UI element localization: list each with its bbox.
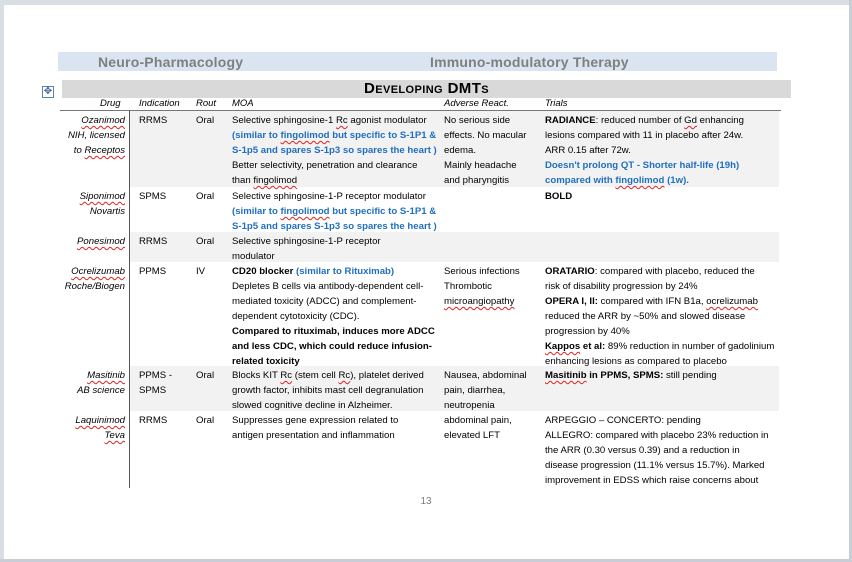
moa-line: antigen presentation and inflammation	[232, 430, 395, 441]
moa-line: S-1p5 and spares S-1p3 so spares the heart )	[232, 221, 437, 232]
table-move-handle-icon[interactable]: ✥	[43, 86, 53, 97]
adverse-line: Serious infections	[444, 266, 520, 277]
trials-line: disease progression (11.1% versus 15.7%). Marked	[545, 460, 765, 471]
drug-sponsor: NIH, licensed	[67, 130, 125, 141]
trials-line: ORATARIO: compared with placebo, reduced the	[545, 266, 755, 277]
trials-line: ALLEGRO: compared with placebo 23% reduction in	[545, 430, 769, 441]
moa-line: and less CDC, which could reduce infusion-	[232, 341, 432, 352]
moa-line: than fingolimod	[232, 175, 298, 186]
trials-line: Doesn't prolong QT - Shorter half-life (19h)	[545, 160, 740, 171]
col-header-trials: Trials	[545, 98, 568, 109]
indication: RRMS	[139, 415, 168, 426]
trials-line: the ARR (0.30 versus 0.39) and a reduction in	[545, 445, 740, 456]
col-header-route: Rout	[196, 98, 217, 109]
adverse-line: effects. No macular	[444, 130, 527, 141]
trials-line: enhancing lesions as compared to placebo	[545, 356, 727, 367]
moa-line: (similar to fingolimod but specific to S-1P1 &	[232, 206, 437, 217]
col-header-indication: Indication	[139, 98, 180, 109]
drug-sponsor: AB science	[77, 385, 125, 396]
trials-line: RADIANCE: reduced number of Gd enhancing	[545, 115, 744, 126]
drug-sponsor: Novartis	[89, 206, 125, 217]
page-number: 13	[420, 496, 432, 507]
col-header-moa: MOA	[232, 98, 254, 109]
drug-sponsor: Roche/Biogen	[64, 281, 125, 292]
header-left-title: Neuro-Pharmacology	[98, 54, 244, 70]
indication: PPMS -	[139, 370, 173, 381]
adverse-line: abdominal pain,	[444, 415, 512, 426]
moa-line: Compared to rituximab, induces more ADCC	[232, 326, 435, 337]
window-top-border	[0, 0, 852, 5]
trials-line: improvement in EDSS which raise concerns about	[545, 475, 759, 486]
drug-name: Masitinib	[87, 370, 125, 381]
moa-line: growth factor, inhibits mast cell degranulation	[232, 385, 424, 396]
drug-name: Laquinimod	[75, 415, 125, 426]
moa-line: Blocks KIT Rc (stem cell Rc), platelet derived	[232, 370, 424, 381]
trials-line: compared with fingolimod (1w).	[545, 175, 689, 186]
adverse-line: edema.	[444, 145, 476, 156]
indication: RRMS	[139, 236, 168, 247]
trials-line: Masitinib in PPMS, SPMS: still pending	[545, 370, 717, 381]
header-right-title: Immuno-modulatory Therapy	[430, 54, 629, 70]
trials-line: reduced the ARR by ~50% and slowed disease	[545, 311, 746, 322]
trials-line: progression by 40%	[545, 326, 630, 337]
moa-line: (similar to fingolimod but specific to S-1P1 &	[232, 130, 437, 141]
adverse-line: Nausea, abdominal	[444, 370, 527, 381]
moa-line: mediated toxicity (ADCC) and complement-	[232, 296, 417, 307]
table-title: Developing DMTs	[363, 80, 489, 97]
trials-line: risk of disability progression by 24%	[545, 281, 698, 292]
moa-line: Selective sphingosine-1 Rc agonist modulator	[232, 115, 427, 126]
moa-line: Depletes B cells via antibody-dependent cell-	[232, 281, 424, 292]
col-header-drug: Drug	[100, 98, 121, 109]
drug-name: Ocrelizumab	[71, 266, 125, 277]
moa-line: CD20 blocker (similar to Rituximab)	[232, 266, 395, 277]
adverse-line: Thrombotic	[444, 281, 492, 292]
adverse-line: pain, diarrhea,	[444, 385, 506, 396]
moa-line: modulator	[232, 251, 275, 262]
adverse-line: Mainly headache	[444, 160, 517, 171]
moa-line: Selective sphingosine-1-P receptor	[232, 236, 381, 247]
trials-line: Kappos et al: 89% reduction in number of gadolinium	[545, 341, 775, 352]
indication: PPMS	[139, 266, 167, 277]
trials-line: ARPEGGIO – CONCERTO: pending	[545, 415, 701, 426]
moa-line: related toxicity	[232, 356, 300, 367]
moa-line: dependent cytotoxicity (CDC).	[232, 311, 360, 322]
trials-line: BOLD	[545, 191, 573, 202]
trials-line: lesions compared with 11 in placebo after 24w.	[545, 130, 744, 141]
moa-line: Suppresses gene expression related to	[232, 415, 399, 426]
adverse-line: and pharyngitis	[444, 175, 510, 186]
adverse-line: neutropenia	[444, 400, 495, 411]
indication: RRMS	[139, 115, 168, 126]
adverse-line: elevated LFT	[444, 430, 500, 441]
route: Oral	[196, 191, 215, 202]
drug-name: Ponesimod	[77, 236, 125, 247]
indication: SPMS	[139, 191, 167, 202]
route: IV	[196, 266, 206, 277]
row-shade-3	[130, 232, 779, 262]
route: Oral	[196, 236, 215, 247]
drug-name: Siponimod	[79, 191, 125, 202]
trials-line: ARR 0.15 after 72w.	[545, 145, 631, 156]
adverse-line: No serious side	[444, 115, 511, 126]
moa-line: slowed cognitive decline in Alzheimer.	[232, 400, 393, 411]
moa-line: Selective sphingosine-1-P receptor modulator	[232, 191, 426, 202]
trials-line: OPERA I, II: compared with IFN B1a, ocrelizumab	[545, 296, 758, 307]
route: Oral	[196, 415, 215, 426]
moa-line: S-1p5 and spares S-1p3 so spares the heart )	[232, 145, 437, 156]
drug-column-divider	[129, 111, 130, 488]
indication: SPMS	[139, 385, 167, 396]
route: Oral	[196, 115, 215, 126]
drug-sponsor: to Receptos	[73, 145, 125, 156]
drug-sponsor: Teva	[104, 430, 125, 441]
col-header-adverse: Adverse React.	[444, 98, 509, 109]
window-left-border	[0, 0, 4, 562]
route: Oral	[196, 370, 215, 381]
drug-name: Ozanimod	[81, 115, 125, 126]
adverse-line: microangiopathy	[444, 296, 515, 307]
moa-line: Better selectivity, penetration and clearance	[232, 160, 418, 171]
